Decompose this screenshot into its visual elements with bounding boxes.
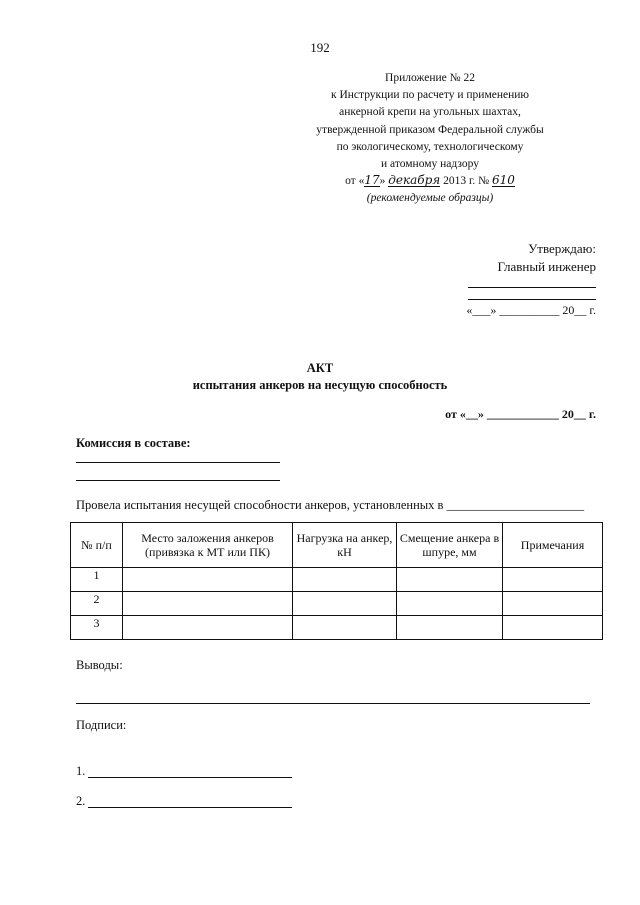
cell-load[interactable] bbox=[293, 592, 397, 616]
approve-label: Утверждаю: bbox=[528, 241, 596, 256]
signatures-label: Подписи: bbox=[76, 718, 127, 732]
approval-date[interactable]: «___» __________ 20__ г. bbox=[466, 303, 596, 317]
order-day: 17 bbox=[364, 173, 380, 188]
cell-displacement[interactable] bbox=[397, 568, 503, 592]
approver-name-line[interactable] bbox=[468, 299, 596, 300]
row-number: 1 bbox=[71, 568, 123, 592]
cell-displacement[interactable] bbox=[397, 616, 503, 640]
cell-notes[interactable] bbox=[503, 616, 603, 640]
header-load: Нагрузка на анкер, кН bbox=[293, 523, 397, 568]
cell-location[interactable] bbox=[123, 592, 293, 616]
appendix-line: анкерной крепи на угольных шахтах, bbox=[339, 106, 521, 119]
commission-member-line[interactable] bbox=[76, 462, 280, 463]
signature-number: 1. bbox=[76, 764, 86, 778]
cell-notes[interactable] bbox=[503, 568, 603, 592]
appendix-line: к Инструкции по расчету и применению bbox=[331, 89, 529, 102]
act-date[interactable]: от «__» ____________ 20__ г. bbox=[445, 407, 596, 421]
conducted-text: Провела испытания несущей способности анкеров, установленных в ______________________ bbox=[76, 498, 585, 512]
appendix-line: по экологическому, технологическому bbox=[336, 140, 524, 153]
cell-location[interactable] bbox=[123, 568, 293, 592]
approver-position: Главный инженер bbox=[497, 259, 596, 274]
order-prefix: от « bbox=[345, 175, 365, 188]
table-row bbox=[71, 568, 603, 592]
act-title: АКТ bbox=[306, 361, 334, 375]
appendix-line: утвержденной приказом Федеральной службы bbox=[316, 123, 544, 136]
table-row bbox=[71, 592, 603, 616]
table-row bbox=[71, 616, 603, 640]
appendix-line: и атомному надзору bbox=[381, 158, 479, 171]
header-notes: Примечания bbox=[503, 523, 603, 568]
conclusions-line[interactable] bbox=[76, 703, 590, 704]
appendix-header bbox=[300, 70, 560, 208]
cell-load[interactable] bbox=[293, 616, 397, 640]
conclusions-label: Выводы: bbox=[76, 658, 123, 672]
act-title-block bbox=[0, 360, 640, 394]
commission-member-line[interactable] bbox=[76, 480, 280, 481]
page-number: 192 bbox=[310, 40, 330, 55]
recommended-note: (рекомендуемые образцы) bbox=[366, 192, 494, 205]
header-location: Место заложения анкеров (привязка к МТ или ПК) bbox=[123, 523, 293, 568]
commission-label: Комиссия в составе: bbox=[76, 436, 191, 450]
approval-block bbox=[497, 240, 596, 276]
order-number: 610 bbox=[492, 173, 515, 188]
cell-displacement[interactable] bbox=[397, 592, 503, 616]
header-number: № п/п bbox=[71, 523, 123, 568]
cell-location[interactable] bbox=[123, 616, 293, 640]
table-header-row bbox=[71, 523, 603, 568]
order-month: декабря bbox=[388, 173, 441, 188]
row-number: 2 bbox=[71, 592, 123, 616]
approver-signature-line[interactable] bbox=[468, 287, 596, 288]
cell-notes[interactable] bbox=[503, 592, 603, 616]
row-number: 3 bbox=[71, 616, 123, 640]
anchors-table bbox=[70, 522, 603, 640]
signature-number: 2. bbox=[76, 794, 86, 808]
signature-line[interactable] bbox=[88, 777, 292, 778]
header-displacement: Смещение анкера в шпуре, мм bbox=[397, 523, 503, 568]
order-year: 2013 г. № bbox=[440, 175, 492, 188]
signature-line[interactable] bbox=[88, 807, 292, 808]
cell-load[interactable] bbox=[293, 568, 397, 592]
act-subtitle: испытания анкеров на несущую способность bbox=[192, 378, 448, 392]
order-mid: » bbox=[379, 175, 389, 188]
appendix-line: Приложение № 22 bbox=[385, 72, 475, 84]
order-date-line bbox=[300, 173, 560, 190]
